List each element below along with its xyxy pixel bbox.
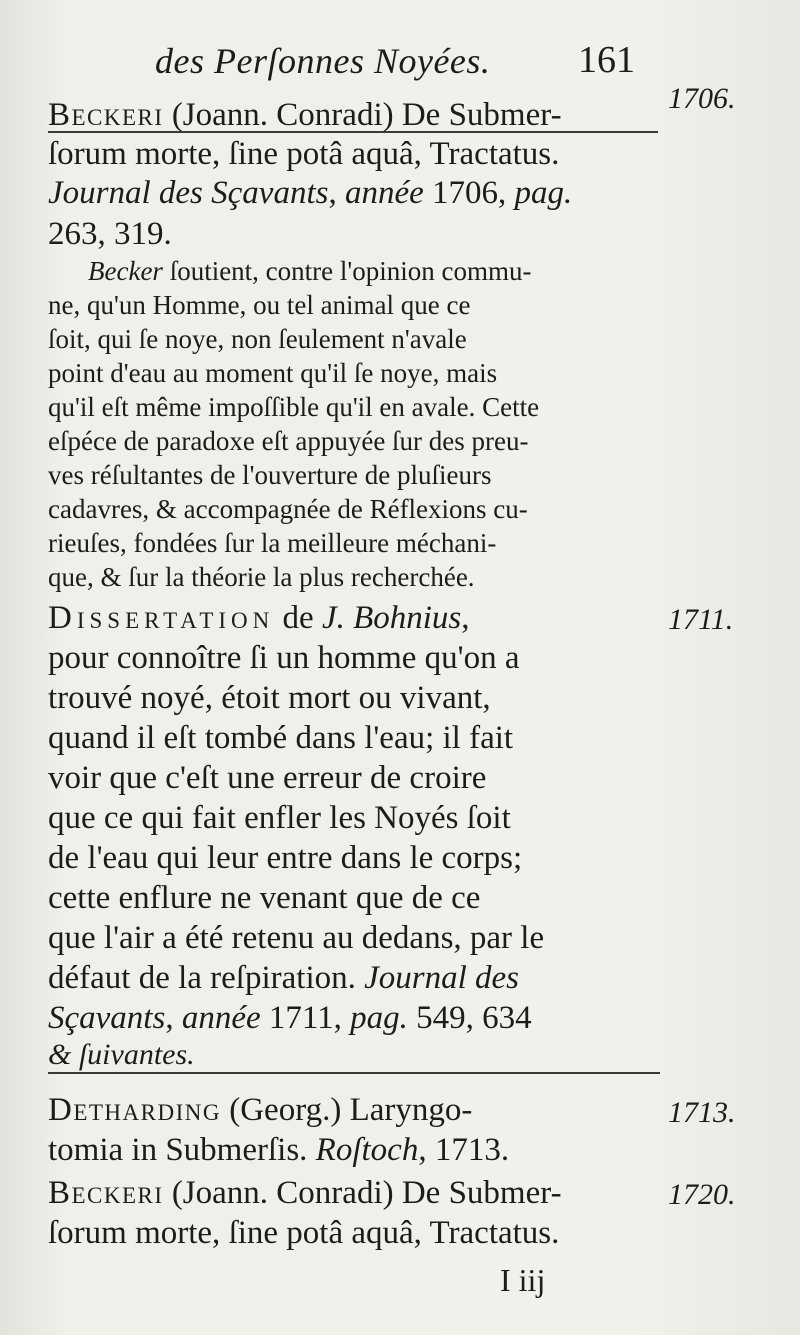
line-text: pag. bbox=[350, 1000, 408, 1036]
entry-line bbox=[48, 1092, 472, 1129]
line-text: ſuivantes. bbox=[78, 1038, 195, 1071]
author-name: Detharding bbox=[48, 1092, 221, 1128]
journal-title: Journal des bbox=[364, 960, 520, 996]
line-text: (Joann. Conradi) De Submer- bbox=[163, 97, 562, 133]
page-number: 161 bbox=[578, 39, 635, 81]
line-text: année bbox=[181, 1000, 261, 1036]
entry-line bbox=[48, 600, 470, 637]
author-name: Becker bbox=[88, 256, 163, 286]
underline-rule bbox=[48, 131, 658, 133]
line-text: 549, 634 bbox=[407, 1000, 532, 1036]
entry-year: 1720. bbox=[668, 1178, 736, 1211]
page-header bbox=[0, 30, 800, 90]
entry-year: 1711. bbox=[668, 603, 734, 636]
author-name: Beckeri bbox=[48, 1175, 164, 1211]
line-text: , 1713. bbox=[418, 1132, 510, 1168]
entry-line: pour connoître ſi un homme qu'on a bbox=[48, 640, 520, 676]
line-text: de bbox=[274, 600, 322, 636]
entry-line: ſorum morte, ſine potâ aquâ, Tractatus. bbox=[48, 1215, 560, 1251]
note-line: ſoit, qui ſe noye, non ſeulement n'avale bbox=[48, 324, 467, 354]
entry-line: voir que c'eſt une erreur de croire bbox=[48, 760, 487, 796]
entry-line bbox=[48, 97, 562, 134]
entry-line: que l'air a été retenu au dedans, par le bbox=[48, 920, 545, 956]
note-line: que, & ſur la théorie la plus recherchée. bbox=[48, 562, 475, 592]
line-text: tomia in Submerſis. bbox=[48, 1132, 316, 1168]
entry-line: ſorum morte, ſine potâ aquâ, Tractatus. bbox=[48, 136, 560, 172]
journal-title: Journal des Sçavants bbox=[48, 175, 329, 211]
author-name: J. Bohnius bbox=[321, 600, 462, 636]
line-text: & bbox=[48, 1038, 72, 1071]
note-line: point d'eau au moment qu'il ſe noye, mais bbox=[48, 358, 498, 388]
entry-line bbox=[48, 175, 572, 212]
line-text bbox=[71, 1038, 79, 1071]
entry-line bbox=[48, 1038, 195, 1072]
line-text: année bbox=[344, 175, 424, 211]
section-rule bbox=[48, 1072, 660, 1074]
line-text: 1706, bbox=[423, 175, 515, 211]
entry-heading: Dissertation bbox=[48, 600, 275, 636]
line-text: , bbox=[328, 175, 345, 211]
entry-line bbox=[48, 1175, 562, 1212]
entry-line: 263, 319. bbox=[48, 216, 172, 252]
entry-line bbox=[48, 1000, 532, 1037]
entry-line bbox=[48, 960, 519, 997]
note-line: ne, qu'un Homme, ou tel animal que ce bbox=[48, 290, 471, 320]
line-text: 1711, bbox=[260, 1000, 351, 1036]
line-text: ſoutient, contre l'opinion commu- bbox=[162, 256, 532, 286]
line-text: (Joann. Conradi) De Submer- bbox=[163, 1175, 562, 1211]
line-text: (Georg.) Laryngo- bbox=[220, 1092, 473, 1128]
line-text: , bbox=[461, 600, 470, 636]
entry-line bbox=[48, 1132, 509, 1169]
entry-year: 1713. bbox=[668, 1096, 736, 1129]
note-line bbox=[88, 256, 532, 287]
entry-line: trouvé noyé, étoit mort ou vivant, bbox=[48, 680, 491, 716]
signature-mark: I iij bbox=[500, 1262, 546, 1298]
note-line: rieuſes, fondées ſur la meilleure méchani- bbox=[48, 528, 497, 558]
line-text: défaut de la reſpiration. bbox=[48, 960, 365, 996]
entry-line: de l'eau qui leur entre dans le corps; bbox=[48, 840, 523, 876]
journal-title: Sçavants bbox=[48, 1000, 166, 1036]
entry-year: 1706. bbox=[668, 82, 736, 115]
author-name: Beckeri bbox=[48, 97, 164, 133]
entry-line: quand il eſt tombé dans l'eau; il fait bbox=[48, 720, 514, 756]
note-line: cadavres, & accompagnée de Réflexions cu- bbox=[48, 494, 528, 524]
place-name: Roſtoch bbox=[315, 1132, 419, 1168]
entry-line: cette enflure ne venant que de ce bbox=[48, 880, 481, 916]
note-line: qu'il eſt même impoſſible qu'il en avale. Cette bbox=[48, 392, 540, 422]
line-text: pag. bbox=[514, 175, 573, 211]
running-head: des Perſonnes Noyées. bbox=[155, 41, 491, 81]
note-line: ves réſultantes de l'ouverture de pluſieurs bbox=[48, 460, 492, 490]
entry-line: que ce qui fait enfler les Noyés ſoit bbox=[48, 800, 511, 836]
line-text: , bbox=[165, 1000, 182, 1036]
note-line: eſpéce de paradoxe eſt appuyée ſur des preu- bbox=[48, 426, 529, 456]
